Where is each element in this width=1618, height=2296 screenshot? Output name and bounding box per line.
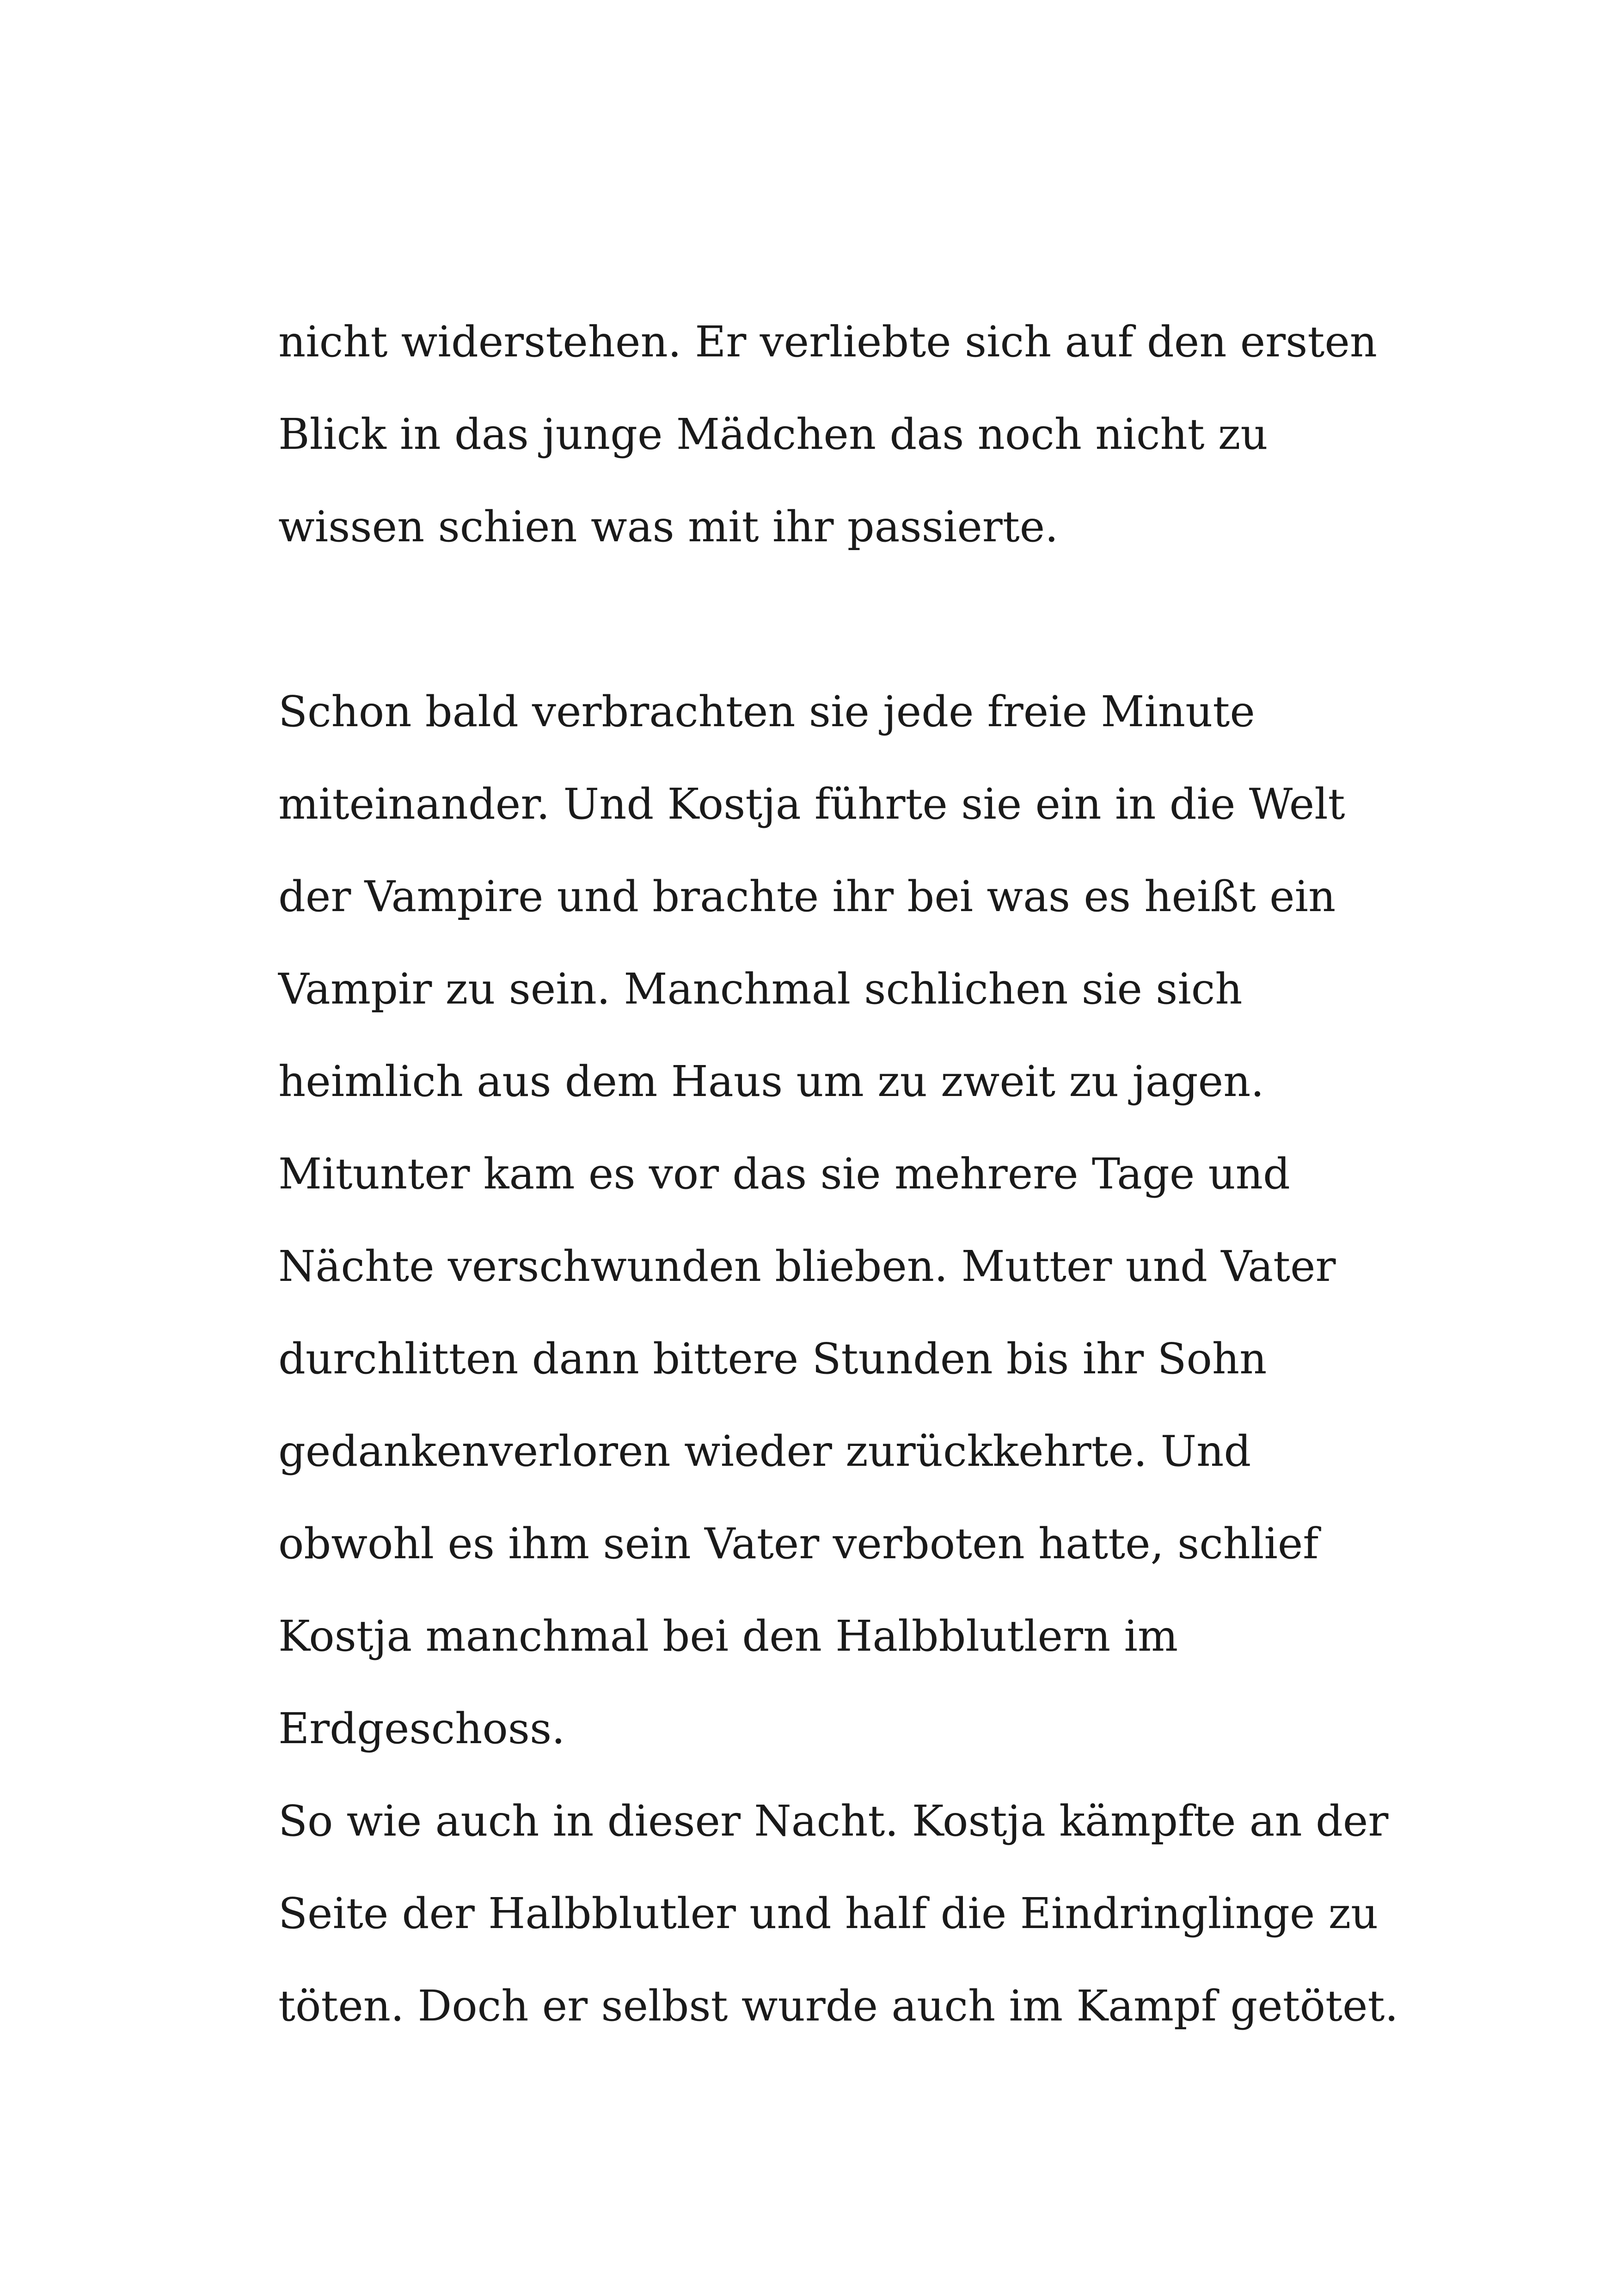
text-line: miteinander. Und Kostja führte sie ein in die Welt: [278, 779, 1345, 829]
text-line: Blick in das junge Mädchen das noch nicht zu: [278, 410, 1268, 459]
text-line: So wie auch in dieser Nacht. Kostja kämpfte an der: [278, 1796, 1389, 1846]
paragraph-break: [278, 573, 1388, 666]
text-line: heimlich aus dem Haus um zu zweit zu jagen.: [278, 1057, 1264, 1106]
text-line: Kostja manchmal bei den Halbblutlern im: [278, 1611, 1178, 1661]
text-line: Schon bald verbrachten sie jede freie Minute: [278, 687, 1255, 736]
text-line: Mitunter kam es vor das sie mehrere Tage und: [278, 1149, 1290, 1199]
text-line: Nächte verschwunden blieben. Mutter und Vater: [278, 1242, 1336, 1291]
text-line: gedankenverloren wieder zurückkehrte. Und: [278, 1427, 1251, 1476]
text-line: Erdgeschoss.: [278, 1704, 565, 1753]
text-line: durchlitten dann bittere Stunden bis ihr Sohn: [278, 1334, 1267, 1384]
text-line: nicht widerstehen. Er verliebte sich auf den ersten: [278, 317, 1378, 367]
text-line: töten. Doch er selbst wurde auch im Kampf getötet.: [278, 1981, 1398, 2031]
text-line: Vampir zu sein. Manchmal schlichen sie sich: [278, 964, 1243, 1014]
text-line: Seite der Halbblutler und half die Eindringlinge zu: [278, 1889, 1379, 1938]
text-line: obwohl es ihm sein Vater verboten hatte, schlief: [278, 1519, 1319, 1568]
text-line: der Vampire und brachte ihr bei was es heißt ein: [278, 872, 1336, 921]
body-text: [278, 296, 1398, 2052]
text-line: wissen schien was mit ihr passierte.: [278, 502, 1059, 551]
